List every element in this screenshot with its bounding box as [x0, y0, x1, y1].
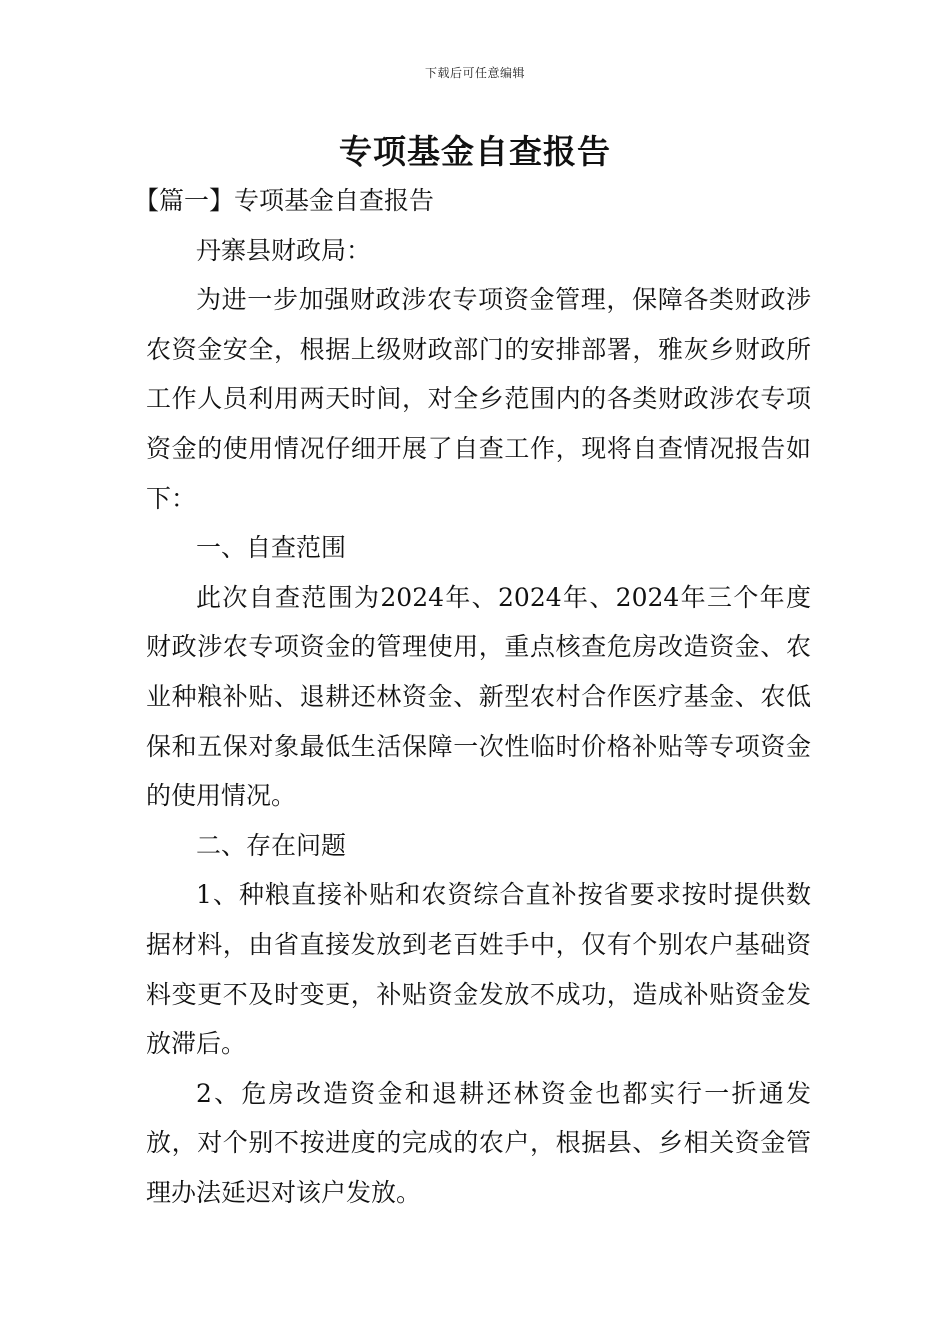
salutation: 丹寨县财政局：: [196, 235, 372, 265]
heading-scope: 一、自查范围: [196, 533, 347, 563]
problem-paragraph-1: 1、种粮直接补贴和农资综合直补按省要求按时提供数据材料，由省直接发放到老百姓手中，仅有个别农户基础资料变更不及时变更，补贴资金发放不成功，造成补贴资金发放滞后。: [146, 880, 811, 1059]
intro-paragraph: 为进一步加强财政涉农专项资金管理，保障各类财政涉农资金安全，根据上级财政部门的安排部署，雅灰乡财政所工作人员利用两天时间，对全乡范围内的各类财政涉农专项资金的使用情况仔细开展了自查工作，现将自查情况报告如下：: [146, 285, 811, 513]
scope-paragraph: 此次自查范围为2024年、2024年、2024年三个年度财政涉农专项资金的管理使用，重点核查危房改造资金、农业种粮补贴、退耕还林资金、新型农村合作医疗基金、农低保和五保对象最低生活保障一次性临时价格补贴等专项资金的使用情况。: [146, 582, 811, 811]
document-title: 专项基金自查报告: [339, 132, 611, 171]
section-label: 【篇一】专项基金自查报告: [134, 186, 435, 215]
heading-problems: 二、存在问题: [196, 830, 347, 860]
document-body: [134, 176, 811, 1217]
problem-paragraph-2: 2、危房改造资金和退耕还林资金也都实行一折通发放，对个别不按进度的完成的农户，根据县、乡相关资金管理办法延迟对该户发放。: [146, 1078, 811, 1207]
header-note: 下载后可任意编辑: [424, 66, 525, 80]
